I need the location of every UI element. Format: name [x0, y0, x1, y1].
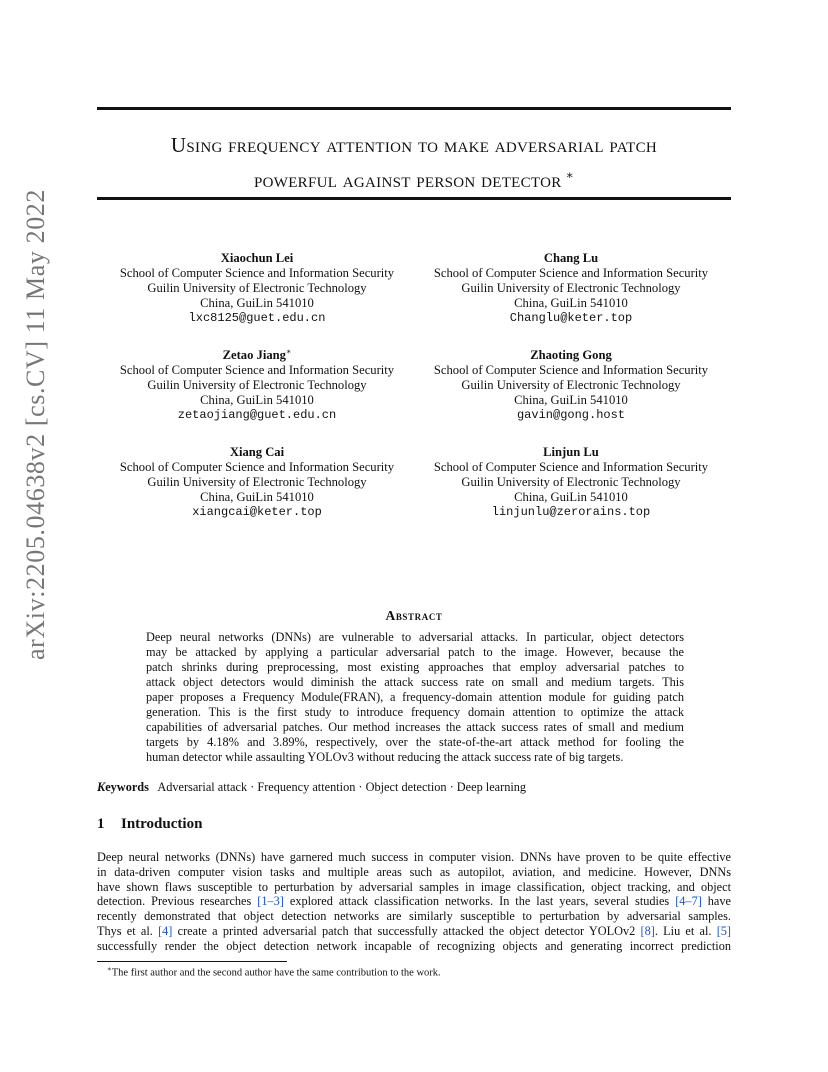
- body-text-segment: recently demonstrated that object detection networks are similarly susceptible to perturbation by adversarial samples.: [97, 909, 731, 924]
- footnote-text: The first author and the second author have the same contribution to the work.: [111, 967, 441, 979]
- author-city: China, GuiLin 541010: [514, 393, 628, 408]
- footnote-rule: [97, 961, 287, 962]
- abstract-line: paper proposes a Frequency Module(FRAN), a frequency-domain attention module for guiding patch: [146, 690, 684, 704]
- citation-link[interactable]: [4–7]: [675, 894, 702, 909]
- section-number: 1: [97, 816, 105, 832]
- author-block: [102, 344, 412, 423]
- author-block: [102, 247, 412, 326]
- author-department: School of Computer Science and Information Security: [433, 266, 709, 281]
- abstract-line: Deep neural networks (DNNs) are vulnerable to adversarial attacks. In particular, object detectors: [146, 630, 684, 644]
- body-text-segment: have: [701, 894, 731, 909]
- author-university: Guilin University of Electronic Technology: [461, 475, 681, 490]
- author-university: Guilin University of Electronic Technology: [147, 475, 367, 490]
- keywords-label: Keywords: [97, 780, 149, 794]
- title-line-2: powerful against person detector ∗: [253, 168, 575, 192]
- abstract-line: may be attacked by applying a particular adversarial patch to the image. However, because the: [146, 645, 684, 659]
- title-bottom-rule: [97, 197, 731, 200]
- citation-link[interactable]: [1–3]: [257, 894, 284, 909]
- introduction-body: [97, 850, 731, 954]
- citation-link[interactable]: [4]: [158, 923, 173, 938]
- author-department: School of Computer Science and Information Security: [433, 363, 709, 378]
- author-name: Xiaochun Lei: [220, 251, 294, 266]
- paper-title: [97, 130, 731, 195]
- author-city: China, GuiLin 541010: [514, 490, 628, 505]
- author-department: School of Computer Science and Information Security: [433, 460, 709, 475]
- author-block: [102, 441, 412, 520]
- author-university: Guilin University of Electronic Technology: [147, 281, 367, 296]
- author-name: Xiang Cai: [229, 445, 285, 460]
- body-line: [97, 939, 731, 954]
- body-line: [97, 894, 731, 909]
- author-department: School of Computer Science and Information Security: [119, 460, 395, 475]
- keywords: [97, 780, 731, 795]
- author-name: Chang Lu: [543, 251, 599, 266]
- body-text-segment: have shown flaws susceptible to perturbation by adversarial samples in image classification, object tracking, and object: [97, 879, 731, 894]
- title-line-1: Using frequency attention to make adversarial patch: [170, 133, 658, 157]
- author-email[interactable]: lxc8125@guet.edu.cn: [188, 311, 326, 326]
- author-name: Zetao Jiang∗: [222, 347, 292, 363]
- author-block: [416, 247, 726, 326]
- author-block: [416, 441, 726, 520]
- author-university: Guilin University of Electronic Technology: [461, 281, 681, 296]
- body-text-segment: successfully render the object detection network incapable of recognizing objects and generating incorrect prediction: [97, 938, 731, 953]
- author-email[interactable]: linjunlu@zerorains.top: [491, 505, 651, 520]
- body-text-segment: in data-driven computer vision tasks and multiple areas such as autopilot, aviation, and medicine. However, DNNs: [97, 864, 731, 879]
- body-text-segment: . Liu et al.: [654, 923, 717, 938]
- body-line: [97, 865, 731, 880]
- author-email[interactable]: Changlu@keter.top: [509, 311, 633, 326]
- author-department: School of Computer Science and Information Security: [119, 266, 395, 281]
- section-title: Introduction: [121, 816, 203, 832]
- body-line: [97, 880, 731, 895]
- author-email[interactable]: zetaojiang@guet.edu.cn: [177, 408, 337, 423]
- abstract-line: attack object detectors would diminish the attack success rate on small and medium targets. This: [146, 675, 684, 689]
- body-line: [97, 909, 731, 924]
- author-city: China, GuiLin 541010: [200, 296, 314, 311]
- body-text-segment: detection. Previous researches: [97, 894, 258, 909]
- body-text-segment: Deep neural networks (DNNs) have garnered much success in computer vision. DNNs have proven to be quite effective: [97, 850, 731, 864]
- body-text-segment: Thys et al.: [97, 923, 159, 938]
- body-text-segment: create a printed adversarial patch that successfully attacked the object detector YOLOv2: [172, 923, 641, 938]
- section-heading: [97, 816, 202, 833]
- author-university: Guilin University of Electronic Technology: [461, 378, 681, 393]
- abstract-line: targets by 4.18% and 3.89%, respectively, over the state-of-the-art attack method for fooling the: [146, 735, 684, 749]
- author-department: School of Computer Science and Information Security: [119, 363, 395, 378]
- abstract-body: [146, 630, 684, 765]
- author-city: China, GuiLin 541010: [200, 490, 314, 505]
- author-name: Linjun Lu: [543, 445, 599, 460]
- title-footnote-marker: ∗: [565, 168, 575, 182]
- abstract-line: human detector while assaulting YOLOv3 without reducing the attack success rate of big targets.: [146, 750, 624, 764]
- body-line: [97, 924, 731, 939]
- arxiv-identifier: arXiv:2205.04638v2 [cs.CV] 11 May 2022: [21, 188, 50, 660]
- abstract-line: patch shrinks during preprocessing, most existing approaches that employ adversarial patches to: [146, 660, 684, 674]
- abstract-heading: Abstract: [385, 608, 443, 623]
- body-text-segment: explored attack classification networks. In the last years, several studies: [283, 894, 676, 909]
- abstract-line: capabilities of adversarial patches. Our method increases the attack success rates of small and medium: [146, 720, 684, 734]
- body-line: [97, 850, 731, 865]
- author-city: China, GuiLin 541010: [200, 393, 314, 408]
- footnote: [107, 963, 441, 980]
- author-email[interactable]: xiangcai@keter.top: [192, 505, 322, 520]
- author-name: Zhaoting Gong: [530, 348, 612, 363]
- author-email[interactable]: gavin@gong.host: [516, 408, 626, 423]
- author-university: Guilin University of Electronic Technology: [147, 378, 367, 393]
- footnote-marker: ∗: [107, 965, 112, 973]
- keywords-text: Adversarial attack · Frequency attention · Object detection · Deep learning: [157, 780, 527, 794]
- title-top-rule: [97, 107, 731, 110]
- citation-link[interactable]: [8]: [640, 923, 655, 938]
- author-block: [416, 344, 726, 423]
- citation-link[interactable]: [5]: [716, 923, 732, 938]
- author-city: China, GuiLin 541010: [514, 296, 628, 311]
- abstract-line: generation. This is the first study to introduce frequency domain attention to optimize the attack: [146, 705, 684, 719]
